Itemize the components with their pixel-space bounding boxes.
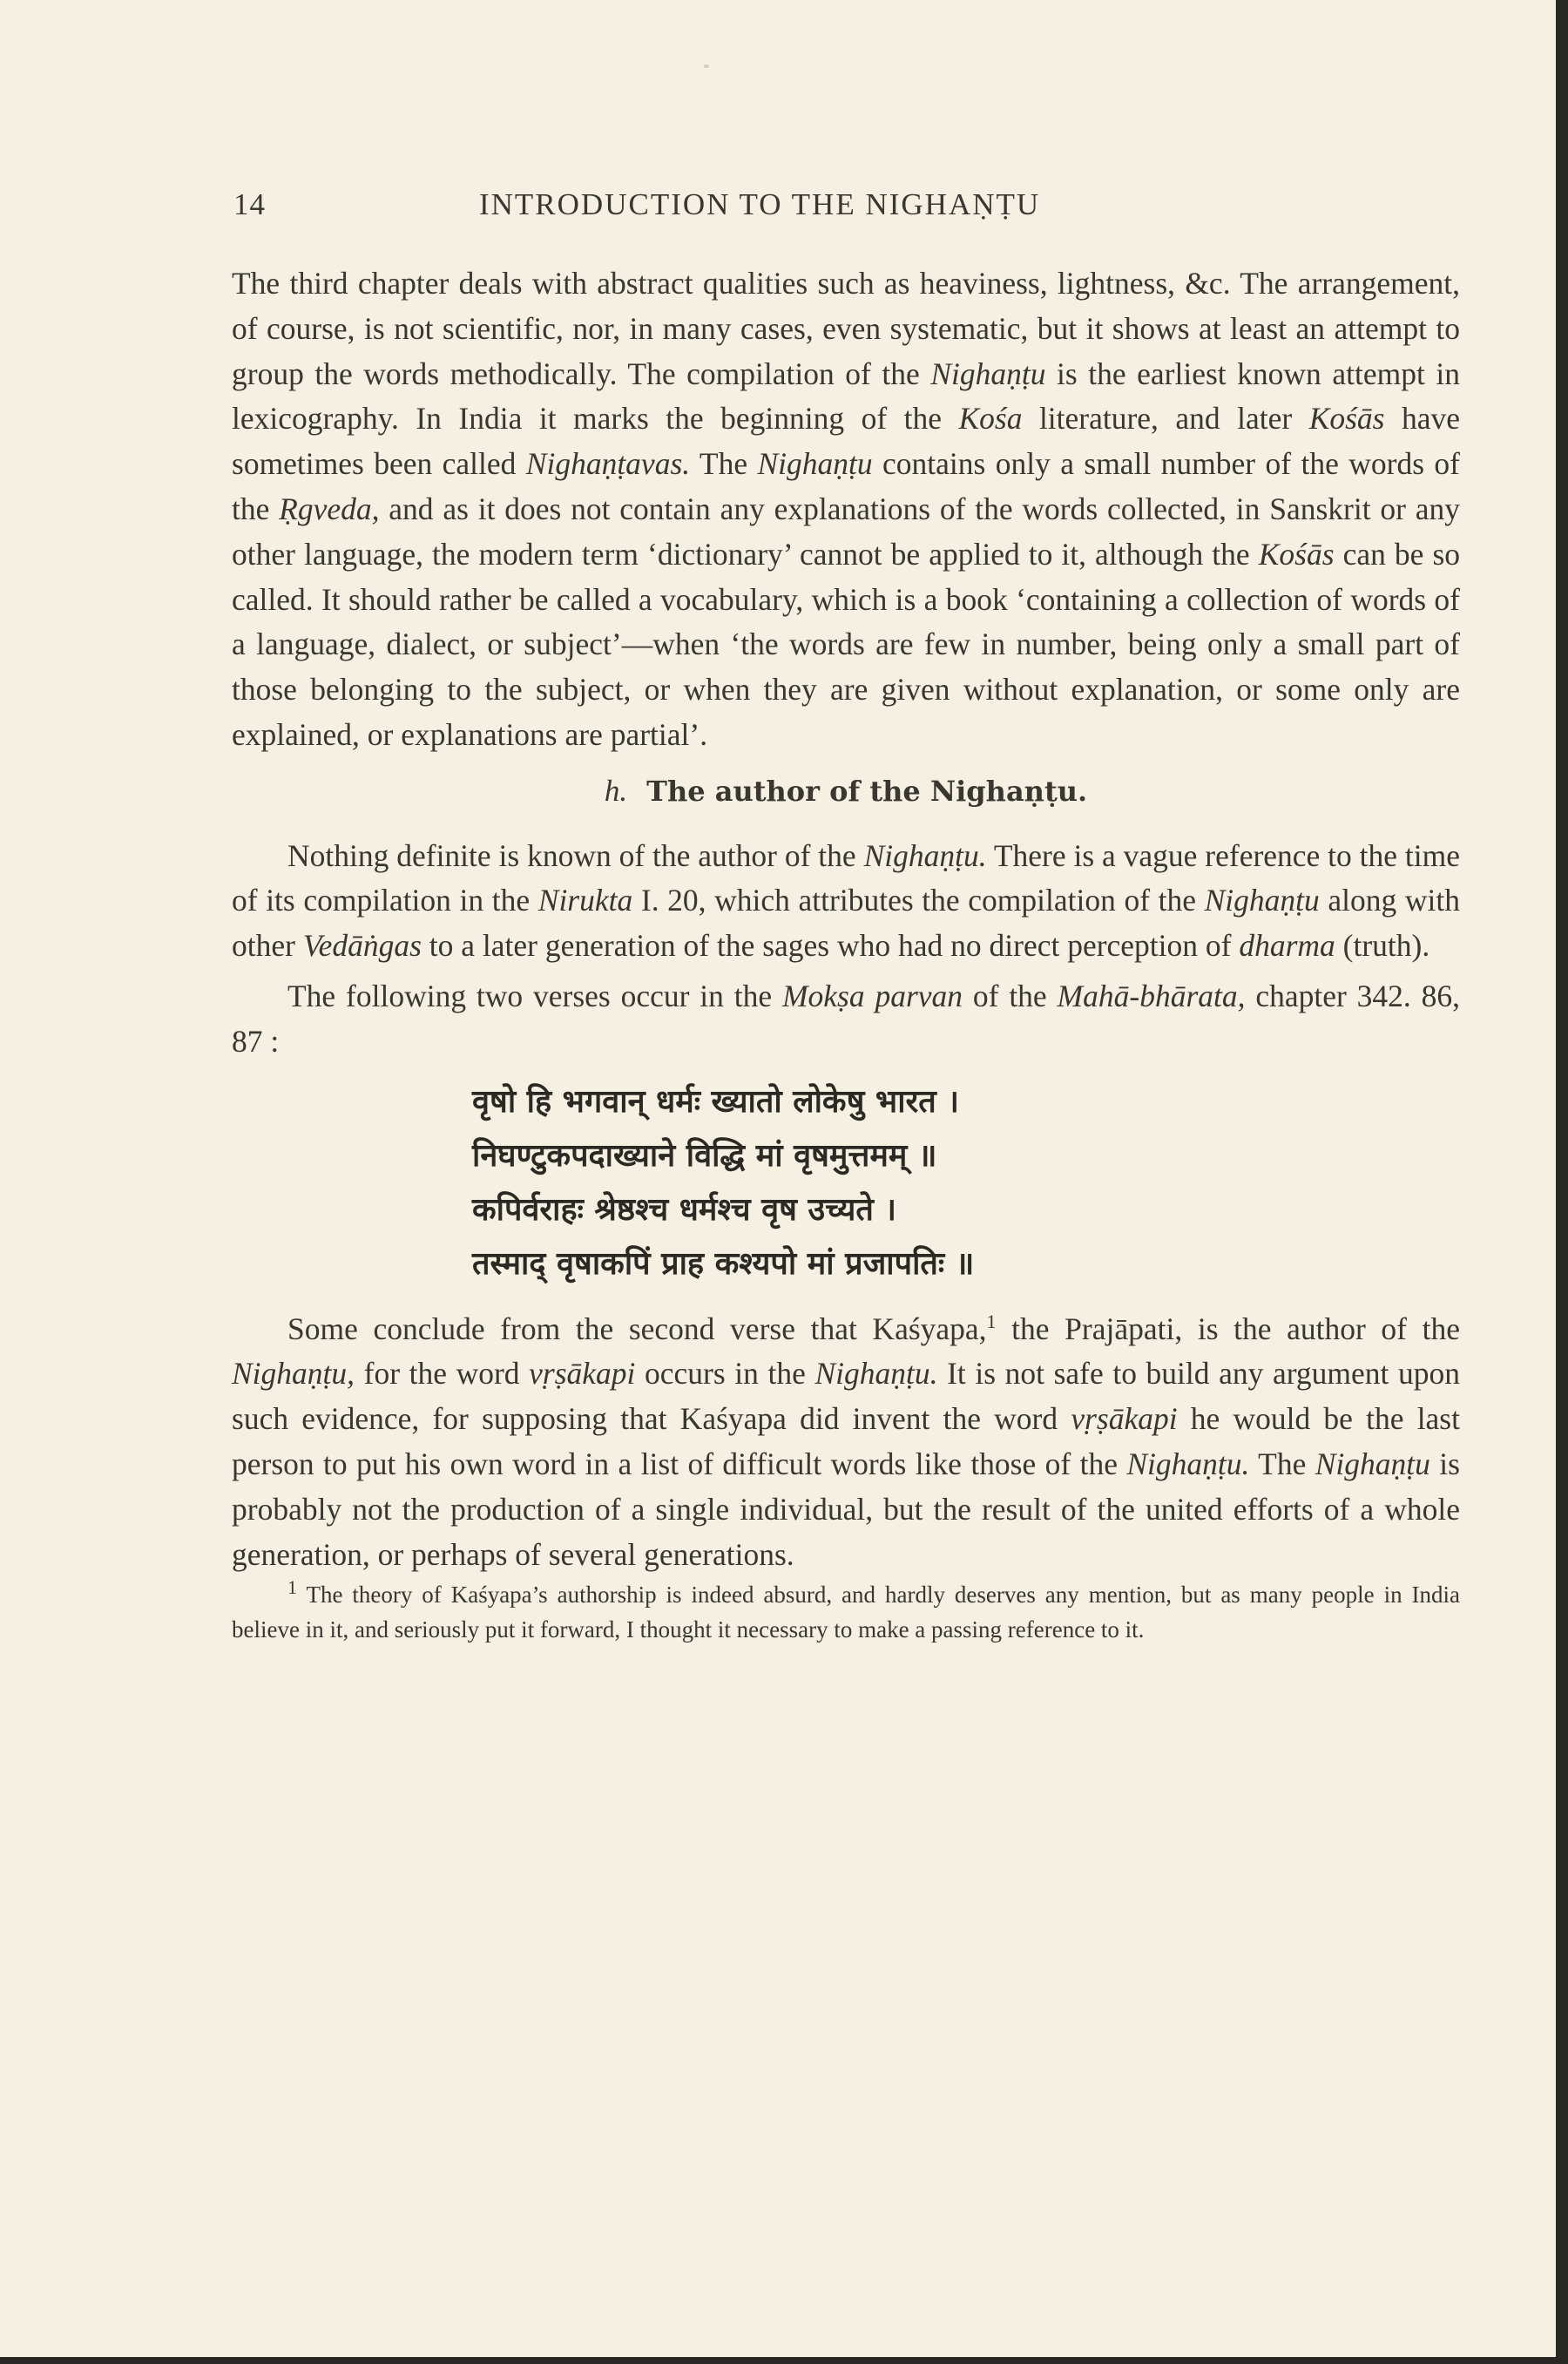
text-run: and as it does not contain any explanations of the words collected, in Sanskrit or any other language, the modern term ‘dictionary’ cannot be applied to it, although the (232, 491, 1460, 572)
text-run: to a later generation of the sages who had no direct perception of (421, 928, 1240, 964)
italic-term: Nighaṇṭavas. (525, 446, 691, 482)
italic-term: Kośās (1308, 401, 1385, 437)
footnote-marker: 1 (986, 1310, 997, 1332)
italic-term: Kośa (958, 401, 1023, 437)
verse-line: निघण्टुकपदाख्याने विद्धि मां वृषमुत्तमम् ॥ (472, 1137, 937, 1174)
text-run: contains only a small number of the words of the (232, 446, 1460, 526)
italic-term: Kośās (1258, 536, 1335, 572)
text-run: the Prajāpati, is the author of the (996, 1311, 1460, 1346)
italic-term: Nighaṇṭu. (1126, 1446, 1250, 1481)
text-run: (truth). (1335, 928, 1430, 964)
paragraph-kasyapa (232, 1307, 1460, 1578)
italic-term: Mahā-bhārata, (1057, 978, 1246, 1013)
italic-term: vṛṣākapi (529, 1356, 636, 1392)
italic-term: Nighaṇṭu. (814, 1356, 938, 1392)
text-run: of the (963, 978, 1058, 1013)
text-run: I. 20, which attributes the compilation of the (632, 883, 1205, 918)
page-body (232, 261, 1460, 1647)
italic-term: Nighaṇṭu (1204, 883, 1320, 918)
italic-term: Nighaṇṭu (930, 356, 1046, 391)
italic-term: Nighaṇṭu, (232, 1356, 355, 1392)
italic-term: Nighaṇṭu (1315, 1446, 1430, 1481)
text-run: is the earliest known attempt in lexicography. In India it marks the beginning of the (232, 356, 1460, 437)
text-run: The (690, 446, 758, 482)
italic-term: vṛṣākapi (1071, 1401, 1178, 1437)
verse-line: वृषो हि भगवान् धर्मः ख्यातो लोकेषु भारत । (472, 1083, 959, 1120)
text-run: Nothing definite is known of the author of the (287, 837, 864, 873)
paper-speck (704, 64, 709, 68)
italic-term: Mokṣa parvan (781, 978, 963, 1013)
page-number: 14 (233, 187, 266, 221)
text-run: literature, and later (1022, 401, 1309, 437)
text-run: is probably not the production of a single individual, but the result of the united efforts of a whole generation, or perhaps of several generations. (232, 1446, 1460, 1572)
italic-term: Nighaṇṭu. (863, 837, 987, 873)
text-run: have sometimes been called (232, 401, 1460, 482)
verse-line: कपिर्वराहः श्रेष्ठश्च धर्मश्च वृष उच्यते । (472, 1191, 897, 1228)
running-header (233, 187, 1218, 231)
text-run: for the word (355, 1356, 530, 1392)
page-edge-bottom (0, 2357, 1568, 2364)
paragraph-third-chapter (232, 261, 1460, 758)
text-run: can be so called. It should rather be called a vocabulary, which is a book ‘containing a collection of words of a language, dialect, or subject’—when ‘the words are few in number, being only a small part of those belonging to the subject, or when they are given without explanation, or some only are explained, or explanations are partial’. (232, 536, 1461, 752)
footnote-text: The theory of Kaśyapa’s authorship is indeed absurd, and hardly deserves any mention, but as many people in India believe in it, and seriously put it forward, I thought it necessary to make a passing reference to it. (232, 1582, 1460, 1643)
text-run: he would be the last person to put his own word in a list of difficult words like those of the (232, 1401, 1460, 1481)
section-heading (232, 769, 1460, 815)
text-run: chapter 342. 86, 87 : (232, 978, 1460, 1059)
text-run: The (1249, 1446, 1315, 1481)
text-run: There is a vague reference to the time of its compilation in the (232, 837, 1460, 918)
italic-term: Vedāṅgas (302, 928, 422, 964)
italic-term: Nighaṇṭu (757, 446, 873, 482)
paragraph-author (232, 834, 1460, 969)
verse-line: तस्माद् वृषाकपिं प्राह कश्यपो मां प्रजापतिः ॥ (472, 1245, 975, 1282)
text-run: along with other (232, 883, 1460, 964)
footnote (232, 1577, 1460, 1647)
footnote-number: 1 (287, 1576, 297, 1599)
italic-term: Nirukta (537, 883, 633, 918)
sanskrit-verses (232, 1075, 1460, 1291)
text-run: It is not safe to build any argument upon such evidence, for supposing that Kaśyapa did invent the word (232, 1356, 1460, 1437)
text-run: Some conclude from the second verse that Kaśyapa, (287, 1311, 987, 1346)
italic-term: Ṛgveda, (279, 491, 380, 526)
section-title: The author of the Nighaṇṭu. (646, 774, 1088, 808)
text-run: The following two verses occur in the (287, 978, 782, 1013)
page-edge-right (1556, 0, 1568, 2364)
text-run: occurs in the (635, 1356, 815, 1392)
italic-term: dharma (1239, 928, 1335, 964)
section-letter: h. (604, 773, 628, 808)
paragraph-verses-intro (232, 974, 1460, 1065)
running-title: INTRODUCTION TO THE NIGHAṆṬU (479, 187, 1041, 221)
text-run: The third chapter deals with abstract qualities such as heaviness, lightness, &c. The arrangement, of course, is not scientific, nor, in many cases, even systematic, but it shows at least an attempt to group the words methodically. The compilation of the (232, 266, 1460, 391)
